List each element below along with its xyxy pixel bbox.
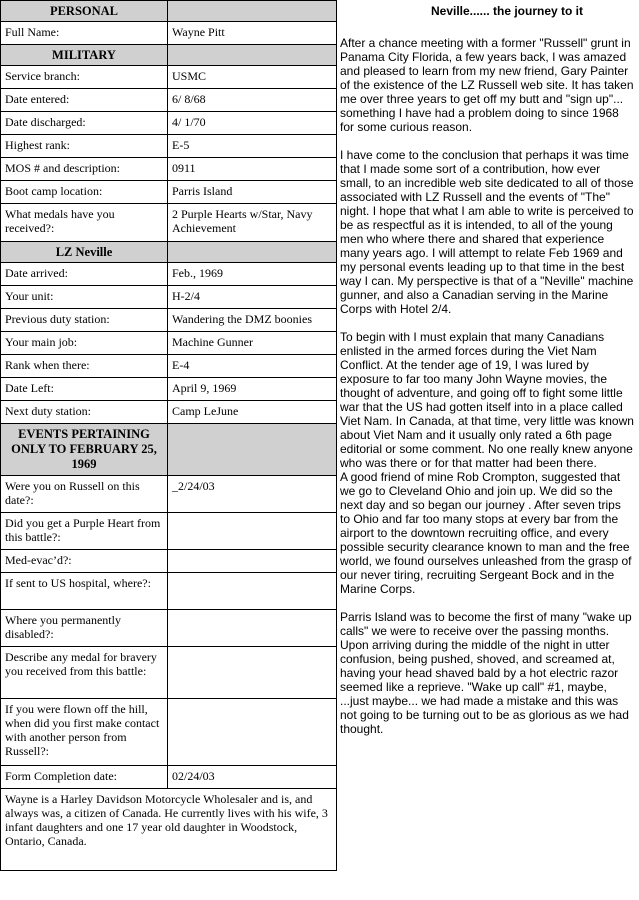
field-label: Date entered: xyxy=(1,89,168,112)
field-label: Your unit: xyxy=(1,286,168,309)
field-value: 4/ 1/70 xyxy=(168,112,337,135)
field-value: Wayne Pitt xyxy=(168,22,337,45)
field-value: 02/24/03 xyxy=(168,766,337,789)
field-label: Did you get a Purple Heart from this battle?: xyxy=(1,513,168,550)
section-header-military xyxy=(1,45,337,66)
field-value: 2 Purple Hearts w/Star, Navy Achievement xyxy=(168,204,337,242)
field-label: Form Completion date: xyxy=(1,766,168,789)
section-title: LZ Neville xyxy=(1,242,168,263)
field-label: Rank when there: xyxy=(1,355,168,378)
section-title: PERSONAL xyxy=(1,1,168,22)
field-label: Date arrived: xyxy=(1,263,168,286)
section-header-personal xyxy=(1,1,337,22)
section-header-blank xyxy=(168,1,337,22)
article-paragraph: Parris Island was to become the first of many "wake up calls" we were to receive over the passing months. Upon arriving during the middle of the night in utter confusion, being pushed, shoved, and screamed at, having your head shaved bald by a hot electric razor seemed like a reprieve. "Wake up call" #1, maybe, ...just maybe... we had made a mistake and this was not going to be turning out to be as glorious as we had thought. xyxy=(340,610,632,736)
field-value xyxy=(168,610,337,647)
section-header-lz xyxy=(1,242,337,263)
section-header-blank xyxy=(168,45,337,66)
field-label: Highest rank: xyxy=(1,135,168,158)
form-row xyxy=(1,309,337,332)
form-row xyxy=(1,378,337,401)
field-label: Your main job: xyxy=(1,332,168,355)
field-label: Next duty station: xyxy=(1,401,168,424)
field-value: Parris Island xyxy=(168,181,337,204)
form-row xyxy=(1,332,337,355)
form-row xyxy=(1,66,337,89)
article-paragraph: After a chance meeting with a former "Russell" grunt in Panama City Florida, a few years back, I was amazed and pleased to learn from my new friend, Gary Painter of the existence of the LZ Russell web site. It has taken me over three years to get off my butt and "sign up"... something I have had a problem doing to since 1968 for some curious reason. xyxy=(340,36,634,134)
section-title: EVENTS PERTAINING ONLY TO FEBRUARY 25, 1969 xyxy=(1,424,168,476)
field-label: If you were flown off the hill, when did you first make contact with another person from Russell?: xyxy=(1,699,168,766)
field-value: Camp LeJune xyxy=(168,401,337,424)
form-row xyxy=(1,550,337,573)
field-value xyxy=(168,699,337,766)
form-row xyxy=(1,610,337,647)
form-row xyxy=(1,204,337,242)
section-title: MILITARY xyxy=(1,45,168,66)
form-row xyxy=(1,181,337,204)
form-row xyxy=(1,401,337,424)
field-value: 6/ 8/68 xyxy=(168,89,337,112)
form-row xyxy=(1,355,337,378)
form-row xyxy=(1,647,337,699)
field-value: USMC xyxy=(168,66,337,89)
field-value: E-4 xyxy=(168,355,337,378)
form-row xyxy=(1,766,337,789)
field-label: Previous duty station: xyxy=(1,309,168,332)
form-row xyxy=(1,699,337,766)
form-row xyxy=(1,158,337,181)
form-row xyxy=(1,89,337,112)
field-label: Service branch: xyxy=(1,66,168,89)
field-label: Med-evac’d?: xyxy=(1,550,168,573)
field-value xyxy=(168,573,337,610)
form-row xyxy=(1,286,337,309)
field-label: Full Name: xyxy=(1,22,168,45)
field-label: What medals have you received?: xyxy=(1,204,168,242)
field-value: 0911 xyxy=(168,158,337,181)
field-label: Date Left: xyxy=(1,378,168,401)
field-label: If sent to US hospital, where?: xyxy=(1,573,168,610)
field-value: _2/24/03 xyxy=(168,476,337,513)
journey-article xyxy=(340,4,634,750)
field-value xyxy=(168,647,337,699)
form-row xyxy=(1,263,337,286)
field-value: H-2/4 xyxy=(168,286,337,309)
field-value: E-5 xyxy=(168,135,337,158)
article-title: Neville...... the journey to it xyxy=(430,4,584,18)
field-label: Were you on Russell on this date?: xyxy=(1,476,168,513)
form-row xyxy=(1,476,337,513)
field-value xyxy=(168,550,337,573)
field-label: Date discharged: xyxy=(1,112,168,135)
form-row xyxy=(1,112,337,135)
field-value xyxy=(168,513,337,550)
article-paragraph: A good friend of mine Rob Crompton, suggested that we go to Cleveland Ohio and join up. We did so the next day and so began our journey . After seven trips to Ohio and far too many stops at every bar from the airport to the downtown recruiting office, and every possible security clearance known to man and the free world, we found ourselves unleashed from the grasp of our never tiring, recruiting Sergeant Bock and in the Marine Corps. xyxy=(340,470,632,596)
section-header-blank xyxy=(168,424,337,476)
form-row xyxy=(1,513,337,550)
article-paragraph: I have come to the conclusion that perhaps it was time that I made some sort of a contribution, how ever small, to an incredible web site dedicated to all of those associated with LZ Russell and the events of "The" night. I hope that what I am able to write is perceived to be as respectful as it is intended, to all of the young men who where there and shared that experience many years ago. I will attempt to relate Feb 1969 and my personal events leading up to that time in the best way I can. My perspective is that of a "Neville" machine gunner, and also a Canadian serving in the Marine Corps with Hotel 2/4. xyxy=(340,148,634,316)
form-row xyxy=(1,135,337,158)
section-header-blank xyxy=(168,242,337,263)
form-row xyxy=(1,573,337,610)
field-label: Where you permanently disabled?: xyxy=(1,610,168,647)
field-value: Machine Gunner xyxy=(168,332,337,355)
section-header-events xyxy=(1,424,337,476)
field-label: Describe any medal for bravery you received from this battle: xyxy=(1,647,168,699)
bio-row xyxy=(1,789,337,871)
bio-text: Wayne is a Harley Davidson Motorcycle Wholesaler and is, and always was, a citizen of Canada. He currently lives with his wife, 3 infant daughters and one 17 year old daughter in Woodstock, Ontario, Canada. xyxy=(1,789,337,871)
field-label: Boot camp location: xyxy=(1,181,168,204)
article-paragraph: To begin with I must explain that many Canadians enlisted in the armed forces during the Viet Nam Conflict. At the tender age of 19, I was lured by exposure to far too many John Wayne movies, the thought of adventure, and going off to fight some little war that the US had gotten itself into in a place called Viet Nam. In Canada, at that time, very little was known about Viet Nam and it usually only rated a 6th page editorial or some comment. No one really knew anyone who was there or for that matter had been there. xyxy=(340,330,634,470)
field-value: Feb., 1969 xyxy=(168,263,337,286)
field-label: MOS # and description: xyxy=(1,158,168,181)
field-value: April 9, 1969 xyxy=(168,378,337,401)
field-value: Wandering the DMZ boonies xyxy=(168,309,337,332)
form-row xyxy=(1,22,337,45)
